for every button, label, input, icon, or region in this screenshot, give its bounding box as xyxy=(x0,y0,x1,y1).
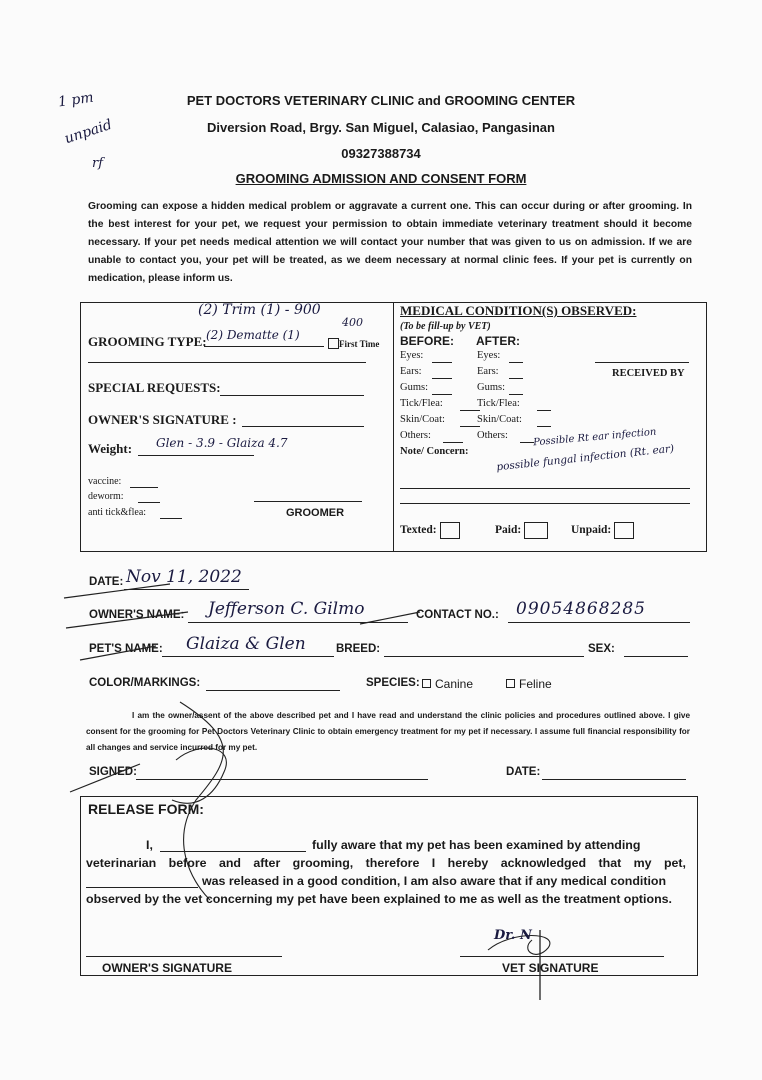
before-label: BEFORE: xyxy=(400,334,454,348)
medical-title: MEDICAL CONDITION(S) OBSERVED: xyxy=(400,303,637,318)
medical-subtitle: (To be fill-up by VET) xyxy=(400,321,491,332)
before-row-label: Others: xyxy=(400,430,431,441)
texted-text: Texted: xyxy=(400,524,437,537)
pet-name-value: Glaiza & Glen xyxy=(186,634,306,654)
pet-strike-mark xyxy=(80,646,156,660)
others-note: Possible Rt ear infection xyxy=(532,426,657,449)
special-requests-label: SPECIAL REQUESTS: xyxy=(88,380,221,395)
release-line4: observed by the vet concerning my pet have been explained to me as well as the treatment options. xyxy=(86,892,672,906)
date2-label: DATE: xyxy=(506,766,541,778)
contact-value: 09054868285 xyxy=(516,599,646,619)
release-title: RELEASE FORM: xyxy=(88,801,204,817)
margin-note-initials: rf xyxy=(92,156,104,171)
after-row-label: Skin/Coat: xyxy=(477,414,522,425)
species-label: SPECIES: xyxy=(366,677,420,689)
release-line3: was released in a good condition, I am also aware that if any medical condition xyxy=(202,874,667,888)
after-row-label: Tick/Flea: xyxy=(477,398,520,409)
canine-text: Canine xyxy=(435,677,474,691)
grooming-type-line2: (2) Dematte (1) xyxy=(206,328,300,342)
breed-label: BREED: xyxy=(336,643,381,655)
date-strike-mark xyxy=(64,584,170,598)
note-text: possible fungal infection (Rt. ear) xyxy=(495,442,675,474)
owner-name-label: OWNER'S NAME: xyxy=(89,609,185,621)
grooming-type-price: 400 xyxy=(342,316,363,329)
date-label: DATE: xyxy=(89,576,124,588)
pet-name-label: PET'S NAME: xyxy=(89,643,163,655)
vet-signature-line[interactable] xyxy=(460,956,664,957)
release-line2: veterinarian before and after grooming, therefore I hereby acknowledged that my pet, xyxy=(86,856,686,870)
weight-label: Weight: xyxy=(88,441,133,456)
intro-paragraph: Grooming can expose a hidden medical problem or aggravate a current one. This can occur during or after grooming. In the best interest for your pet, we request your permission to obtain immediate veterinary treatment should it become necessary. If your pet needs medical attention we will contact your number that was given to us on admission. If we are unable to contact you, your pet will be treated, as we deem necessary at normal clinic fees. If your pet is currently on medication, please inform us. xyxy=(88,201,692,284)
owner-signature-label: OWNER'S SIGNATURE : xyxy=(88,412,237,427)
vaccine-label: vaccine: xyxy=(88,476,122,487)
margin-note-time: 1 pm xyxy=(57,89,95,111)
before-row-label: Ears: xyxy=(400,366,422,377)
contact-label: CONTACT NO.: xyxy=(416,609,499,621)
sex-label: SEX: xyxy=(588,643,615,655)
release-vet-sig-label: VET SIGNATURE xyxy=(502,961,599,975)
clinic-address: Diversion Road, Brgy. San Miguel, Calasiao, Pangasinan xyxy=(207,120,555,135)
owner-signature-line[interactable] xyxy=(86,956,282,957)
release-owner-sig-label: OWNER'S SIGNATURE xyxy=(102,961,232,975)
note-label: Note/ Concern: xyxy=(400,446,469,457)
groomer-label: GROOMER xyxy=(286,507,345,519)
signed-label: SIGNED: xyxy=(89,766,137,778)
owner-name-value: Jefferson C. Gilmo xyxy=(208,599,365,619)
date-value: Nov 11, 2022 xyxy=(126,567,242,587)
paid-text: Paid: xyxy=(495,524,522,537)
clinic-name: PET DOCTORS VETERINARY CLINIC and GROOMING CENTER xyxy=(186,93,576,108)
unpaid-text: Unpaid: xyxy=(571,524,612,537)
feline-text: Feline xyxy=(519,677,552,691)
after-row-label: Ears: xyxy=(477,366,499,377)
release-name-field[interactable] xyxy=(160,851,306,852)
release-pet-field[interactable] xyxy=(86,887,198,888)
before-row-label: Eyes: xyxy=(400,350,424,361)
before-row-label: Gums: xyxy=(400,382,429,393)
owner-strike-mark xyxy=(66,612,188,628)
color-label: COLOR/MARKINGS: xyxy=(89,677,201,689)
before-row-label: Skin/Coat: xyxy=(400,414,445,425)
owner-strike-mark-2 xyxy=(360,612,420,624)
received-by-label: RECEIVED BY xyxy=(612,368,685,379)
vet-signature-text: Dr. N xyxy=(494,928,532,943)
grooming-type-label: GROOMING TYPE: xyxy=(88,334,207,349)
form-title: GROOMING ADMISSION AND CONSENT FORM xyxy=(235,171,527,186)
before-row-label: Tick/Flea: xyxy=(400,398,443,409)
grooming-type-line1: (2) Trim (1) - 900 xyxy=(198,302,321,318)
after-row-label: Gums: xyxy=(477,382,506,393)
signed-strike-mark xyxy=(70,764,140,792)
deworm-label: deworm: xyxy=(88,491,124,502)
after-row-label: Others: xyxy=(477,430,508,441)
release-i: I, xyxy=(146,838,153,852)
consent-paragraph: I am the owner/assent of the above described pet and I have read and understand the clinic policies and procedures outlined above. I give consent for the grooming for Pet Doctors Veterinary Clinic to obtain emergency treatment for my pet if necessary. I assume full financial responsibility for all changes and service incurred for my pet. xyxy=(86,711,690,752)
clinic-phone: 09327388734 xyxy=(341,146,421,161)
after-label: AFTER: xyxy=(476,334,520,348)
antitick-label: anti tick&flea: xyxy=(88,507,147,518)
after-row-label: Eyes: xyxy=(477,350,501,361)
weight-value: Glen - 3.9 - Glaiza 4.7 xyxy=(156,436,288,450)
owner-signature-loop xyxy=(172,748,226,803)
margin-note-status: unpaid xyxy=(62,116,115,148)
release-line1: fully aware that my pet has been examined by attending xyxy=(312,838,641,852)
first-time-label: First Time xyxy=(339,339,380,349)
